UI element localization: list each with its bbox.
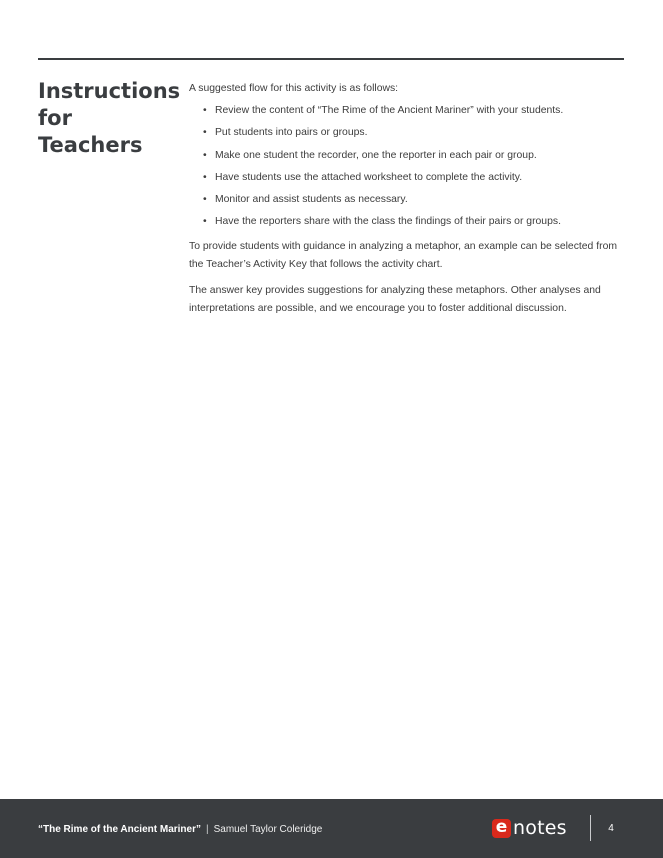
list-item-text: Review the content of “The Rime of the Ancient Mariner” with your students.: [215, 105, 564, 116]
list-item-text: Have students use the attached worksheet to complete the activity.: [215, 171, 523, 183]
footer-divider: [590, 815, 591, 841]
bullet-icon: •: [203, 127, 207, 139]
list-item: [189, 124, 625, 142]
list-item: [189, 102, 625, 120]
page-footer: [0, 799, 663, 858]
bullet-icon: •: [203, 171, 207, 183]
footer-citation: [38, 823, 322, 837]
header-divider: [38, 58, 624, 60]
activity-steps-list: [189, 102, 625, 231]
section-title: Instructions for Teachers: [38, 79, 181, 157]
answer-key-paragraph: The answer key provides suggestions for analyzing these metaphors. Other analyses and interpretations are possible, and we encourage you to foster additional discussion.: [189, 285, 601, 315]
bullet-icon: •: [203, 216, 207, 228]
list-item: [189, 147, 625, 165]
intro-paragraph: A suggested flow for this activity is as follows:: [189, 83, 399, 94]
logo-wordmark: notes: [513, 817, 567, 839]
footer-separator: |: [205, 824, 209, 835]
list-item-text: Put students into pairs or groups.: [215, 127, 368, 139]
footer-author: Samuel Taylor Coleridge: [213, 824, 323, 835]
guidance-paragraph: To provide students with guidance in analyzing a metaphor, an example can be selected from the Teacher’s Activity Key that follows the activity chart.: [189, 241, 618, 271]
instructions-body: [189, 80, 625, 326]
list-item: [189, 191, 625, 209]
list-item-text: Have the reporters share with the class the findings of their pairs or groups.: [215, 216, 561, 228]
list-item: [189, 213, 625, 231]
bullet-icon: •: [203, 105, 207, 116]
list-item-text: Monitor and assist students as necessary.: [215, 194, 408, 206]
footer-book-title: “The Rime of the Ancient Mariner”: [38, 824, 201, 835]
page-number: 4: [608, 823, 614, 834]
bullet-icon: •: [203, 194, 207, 206]
enotes-logo: [492, 816, 567, 840]
bullet-icon: •: [203, 149, 207, 161]
list-item-text: Make one student the recorder, one the reporter in each pair or group.: [215, 149, 537, 161]
logo-e-icon: e: [492, 819, 511, 838]
list-item: [189, 169, 625, 187]
